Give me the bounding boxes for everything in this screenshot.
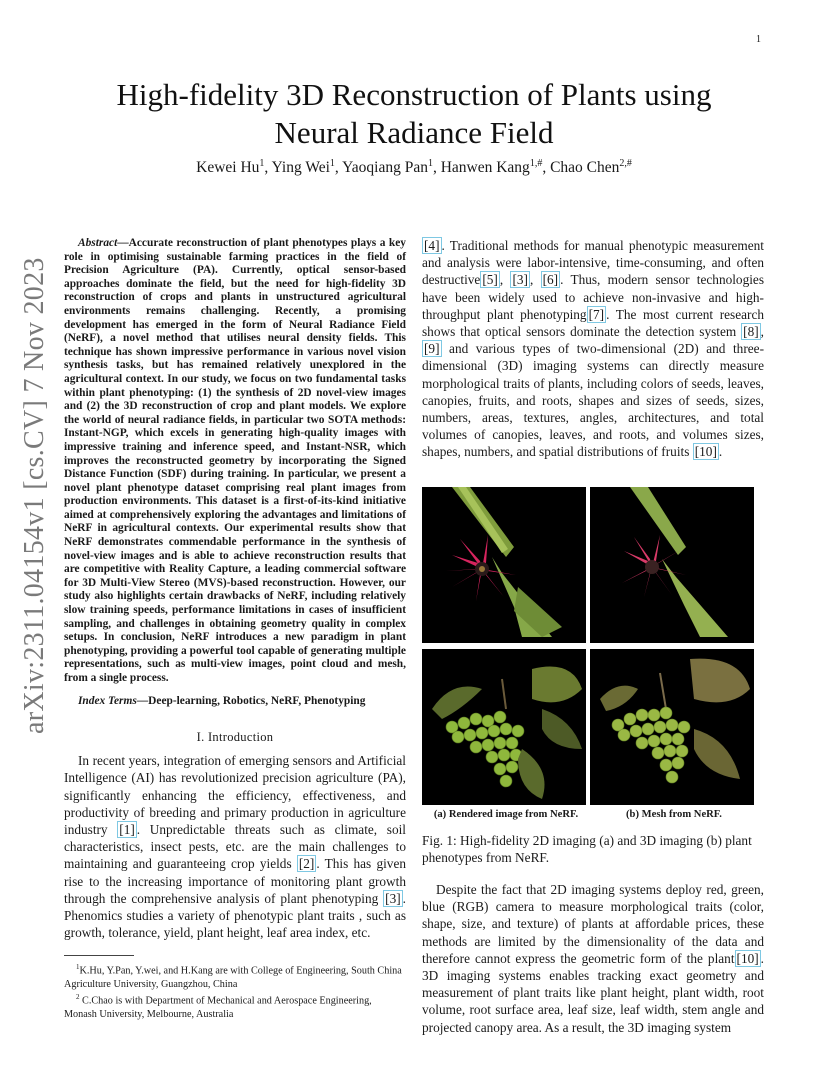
subcaption-a: (a) Rendered image from NeRF.: [433, 808, 579, 820]
text-segment: .: [718, 444, 723, 460]
author-affiliation-mark: 1,#: [529, 158, 543, 169]
figure-subcaptions: [422, 809, 764, 820]
right-column: [422, 237, 764, 1036]
citation-link[interactable]: [10]: [736, 950, 759, 966]
footnote-mark: 1: [76, 963, 80, 972]
citation-link[interactable]: [2]: [298, 856, 315, 872]
citation-link[interactable]: [8]: [743, 324, 759, 340]
text-segment: . The most current research shows that optical sensors dominate the detection system: [422, 306, 764, 340]
text-segment: . Thus, modern sensor technologies have been widely used to achieve non-invasive and high-throughput plant phenotyping: [422, 272, 764, 322]
author-name: Hanwen Kang: [440, 159, 530, 177]
author-name: Yaoqiang Pan: [342, 159, 428, 177]
grape-mesh-illustration: [590, 649, 754, 805]
section-heading-introduction: I. Introduction: [196, 730, 274, 745]
footnote-text: C.Chao is with Department of Mechanical and Aerospace Engineering, Monash University, Melbourne, Australia: [64, 995, 372, 1020]
grape-mesh-image: [590, 649, 754, 805]
author-name: Chao Chen: [550, 159, 620, 177]
citation-link[interactable]: [1]: [119, 822, 135, 837]
text-segment: . 3D imaging systems enables tracking exact geometry and measurement of plant traits like plant height, plant width, root volume, root surface area, leaf size, leaf width, stem angle and projected canopy area. As a result, the 3D imaging system: [422, 950, 764, 1035]
figure-image-grid: [422, 487, 764, 805]
text-segment: and various types of two-dimensional (2D) and three-dimensional (3D) imaging systems can directly measure morphological traits of plants, including colors of seeds, leaves, canopies, fruits, and roots, shapes and sizes of seeds, sizes, numbers, areas, textures, angles, architectures, and total volumes of canopies, leaves, and roots, and volumes sizes, shapes, numbers, and spatial distributions of fruits: [422, 341, 764, 460]
introduction-paragraph: [64, 752, 406, 941]
figure-1: [422, 487, 764, 866]
index-terms-label: Index Terms: [78, 694, 137, 707]
flower-mesh-illustration: [590, 487, 754, 643]
flower-illustration: [422, 487, 586, 643]
index-terms-text: —Deep-learning, Robotics, NeRF, Phenotyping: [136, 694, 366, 707]
grape-illustration: [422, 649, 586, 805]
index-terms: [64, 695, 406, 709]
text-segment: . Phenomics studies a variety of phenotypic plant traits , such as growth, tolerance, yield, plant height, leaf area index, etc.: [64, 890, 406, 941]
page-number: 1: [756, 34, 761, 45]
author-list: Kewei Hu$^1$, Ying Wei$^1$, Yaoqiang Pan$^1$, Hanwen Kang$^{1,\#}$, Chao Chen$^{2,\#}$: [196, 158, 632, 177]
citation-link[interactable]: [3]: [512, 272, 528, 288]
left-column: [64, 237, 406, 1021]
text-segment: ,: [499, 272, 511, 288]
text-segment: . This has given rise to the increasing importance of monitoring plant growth through the comprehensive analysis of plant phenotyping: [64, 856, 406, 906]
text-segment: . Traditional methods for manual phenotypic measurement and analysis were labor-intensive, time-consuming, and often destructive: [422, 238, 764, 288]
footnote-mark: 2: [76, 993, 80, 1002]
grape-rendered-image: [422, 649, 586, 805]
citation-link[interactable]: [10]: [694, 444, 717, 460]
text-segment: . Unpredictable threats such as climate, soil characteristics, insect pests, etc. are the main challenges to maintaining and guaranteeing crop yields: [64, 822, 406, 872]
body-paragraph: [422, 881, 764, 1036]
author-affiliation-mark: 1: [259, 158, 265, 169]
author-name: Ying Wei: [271, 159, 330, 177]
citation-link[interactable]: [9]: [424, 341, 440, 357]
footnote-2: [64, 991, 406, 1021]
author-affiliation-mark: 1: [329, 158, 335, 169]
footnote-1: [64, 961, 406, 991]
footnote-rule: [64, 955, 134, 956]
abstract: [64, 237, 406, 686]
paper-title: High-fidelity 3D Reconstruction of Plants using Neural Radiance Field: [116, 77, 712, 150]
citation-link[interactable]: [5]: [482, 272, 498, 288]
citation-link[interactable]: [6]: [542, 272, 559, 288]
citation-link[interactable]: [3]: [385, 890, 401, 906]
author-affiliation-mark: 2,#: [619, 158, 632, 169]
citation-link[interactable]: [4]: [424, 238, 440, 253]
arxiv-identifier[interactable]: arXiv:2311.04154v1 [cs.CV] 7 Nov 2023: [19, 257, 50, 734]
flower-mesh-image: [590, 487, 754, 643]
paragraph-continued: [422, 237, 764, 461]
footnote-text: K.Hu, Y.Pan, Y.wei, and H.Kang are with College of Engineering, South China Agriculture University, Guangzhou, China: [64, 965, 402, 990]
text-segment: ,: [760, 324, 764, 340]
citation-link[interactable]: [7]: [588, 306, 605, 322]
text-segment: ,: [529, 272, 541, 288]
author-affiliation-mark: 1: [427, 158, 433, 169]
flower-rendered-image: [422, 487, 586, 643]
abstract-label: Abstract: [78, 237, 118, 249]
abstract-text: —Accurate reconstruction of plant phenotypes plays a key role in optimising sustainable farming practices in the field of Precision Agriculture (PA). Currently, optical sensor-based approaches dominate the field, but the need for high-fidelity 3D reconstruction of crops and plants in unstructured agricultural environments remains challenging. Recently, a promising development has emerged in the form of Neural Radiance Field (NeRF), a novel method that utilises neural density fields. This technique has shown impressive performance in various novel vision synthesis tasks, but has remained relatively unexplored in the agricultural context. In our study, we focus on two fundamental tasks within plant phenotyping: (1) the synthesis of 2D novel-view images and (2) the 3D reconstruction of crop and plant models. We explore the world of neural radiance fields, in particular two SOTA methods: Instant-NGP, which excels in generating high-quality images with impressive training and inference speed, and Instant-NSR, which improves the reconstructed geometry by incorporating the Signed Distance Function (SDF) during training. In particular, we present a novel plant phenotype dataset comprising real plant images from production environments. This dataset is a first-of-its-kind initiative aimed at comprehensively exploring the advantages and limitations of NeRF in agricultural contexts. Our experimental results show that NeRF demonstrates commendable performance in the synthesis of novel-view images and is able to achieve reconstruction results that are competitive with Reality Capture, a leading commercial software for 3D Multi-View Stereo (MVS)-based reconstruction. However, our study also highlights certain drawbacks of NeRF, including relatively slow training speeds, performance limitations in cases of insufficient sampling, and challenges in obtaining geometry quality in complex setups. In conclusion, NeRF introduces a new paradigm in plant phenotyping, providing a powerful tool capable of generating multiple representations, such as multi-view images, point cloud and mesh, from a single process.: [64, 237, 406, 684]
figure-caption: Fig. 1: High-fidelity 2D imaging (a) and 3D imaging (b) plant phenotypes from NeRF.: [422, 832, 752, 865]
author-name: Kewei Hu: [196, 159, 260, 177]
text-segment: Despite the fact that 2D imaging systems deploy red, green, blue (RGB) camera to measure morphological traits (color, shape, size, and texture) of plants at affordable prices, these methods are limited by the dimensionality of the data and therefore cannot express the geometric form of the plant: [422, 882, 764, 966]
subcaption-b: (b) Mesh from NeRF.: [626, 808, 722, 820]
text-segment: In recent years, integration of emerging sensors and Artificial Intelligence (AI) has revolutionized precision agriculture (PA), significantly enhancing the efficiency, effectiveness, and productivity of breeding and primary production in agriculture industry: [64, 753, 406, 837]
